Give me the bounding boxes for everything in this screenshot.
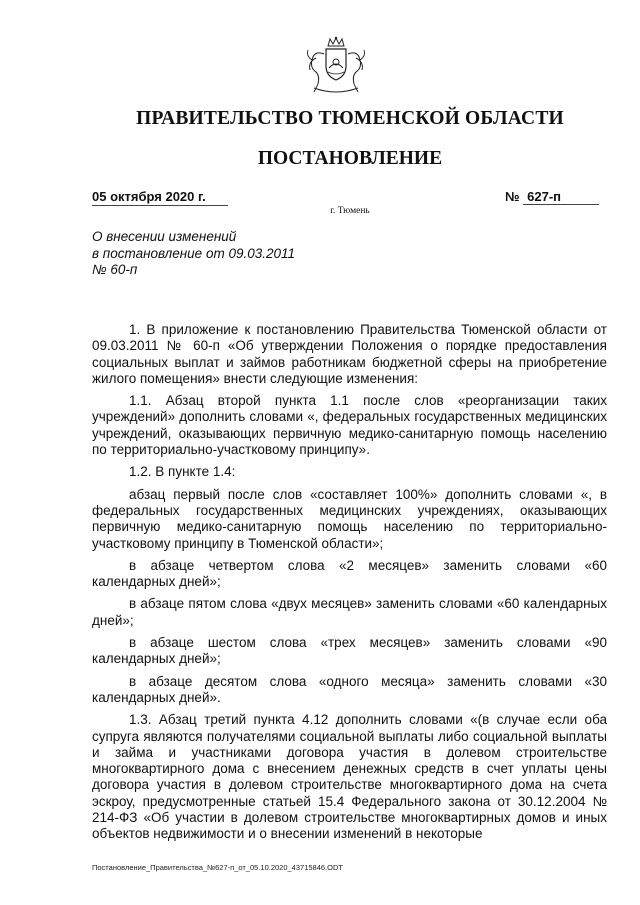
subject-line: в постановление от 09.03.2011 [92,245,296,261]
file-name-footer: Постановление_Правительства_№627-п_от_05.10.2020_43715846.ODT [92,863,343,872]
document-body [92,322,607,849]
document-date: 05 октября 2020 г. [92,189,228,206]
paragraph: абзац первый после слов «составляет 100%» дополнить словами «, в федеральных государственных медицинских учреждениях, оказывающих первичную медико-санитарную помощь населению по территориально-участковому принципу в Тюменской области»; [92,486,607,551]
number-prefix: № [505,189,520,204]
paragraph: в абзаце четвертом слова «2 месяцев» заменить словами «60 календарных дней»; [92,557,607,590]
coat-of-arms-icon [300,36,372,100]
subject-line: О внесении изменений [92,229,237,244]
number-value: 627-п [523,189,599,205]
city: г. Тюмень [330,206,370,216]
paragraph: в абзаце шестом слова «трех месяцев» заменить словами «90 календарных дней»; [92,635,607,667]
paragraph: 1.2. В пункте 1.4: [129,464,236,480]
document-type: ПОСТАНОВЛЕНИЕ [257,148,443,169]
document-number [505,189,599,205]
paragraph: 1.1. Абзац второй пункта 1.1 после слов «реорганизации таких учреждений» дополнить словами «, федеральных государственных медицинских учреждений, оказывающих первичную медико-санитарную помощь населению по территориально-участковому принципу». [92,393,607,458]
subject-line: № 60-п [92,262,138,277]
paragraph: в абзаце десятом слова «одного месяца» заменить словами «30 календарных дней». [92,673,607,705]
paragraph: 1.3. Абзац третий пункта 4.12 дополнить словами «(в случае если оба супруга являются получателями социальной выплаты либо социальной выплаты и займа и участниками договора участия в долевом строительстве многоквартирного дома с внесением денежных средств в счет уплаты цены договора участия в долевом строительстве многоквартирного дома на счета эскроу, предусмотренные статьей 15.4 Федерального закона от 30.12.2004 № 214-ФЗ «Об участии в долевом строительстве многоквартирных домов и иных объектов недвижимости и о внесении изменений в некоторые [92,712,607,842]
document-subject [92,229,295,279]
paragraph: в абзаце пятом слова «двух месяцев» заменить словами «60 календарных дней»; [92,596,607,628]
paragraph: 1. В приложение к постановлению Правительства Тюменской области от 09.03.2011 № 60-п «Об утверждении Положения о порядке предоставления социальных выплат и займов работникам бюджетной сферы на приобретение жилого помещения» внести следующие изменения: [92,322,607,386]
government-title: ПРАВИТЕЛЬСТВО ТЮМЕНСКОЙ ОБЛАСТИ [136,108,564,129]
